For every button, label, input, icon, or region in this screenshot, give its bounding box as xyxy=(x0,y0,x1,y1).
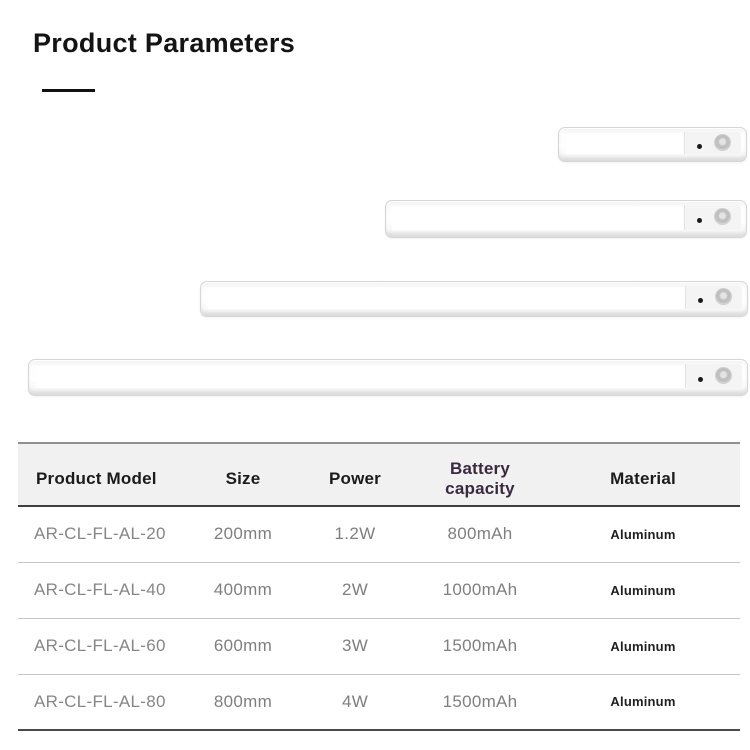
cell-product-model: AR-CL-FL-AL-20 xyxy=(34,524,166,544)
motion-sensor-icon xyxy=(714,134,731,151)
header-battery-capacity: Battery capacity xyxy=(445,458,515,498)
table-row xyxy=(18,506,740,562)
cell-battery: 1000mAh xyxy=(442,580,518,599)
cell-battery: 1500mAh xyxy=(442,691,518,711)
light-bar-800mm xyxy=(28,359,748,396)
cell-power: 3W xyxy=(341,636,369,655)
header-size: Size xyxy=(225,468,261,488)
cell-power: 1.2W xyxy=(334,524,376,544)
light-diffuser xyxy=(35,364,685,388)
sensor-panel xyxy=(685,132,741,154)
cell-product-model: AR-CL-FL-AL-40 xyxy=(34,580,166,599)
motion-sensor-icon xyxy=(715,288,732,305)
title-underline xyxy=(42,89,95,92)
cell-battery: 800mAh xyxy=(447,524,513,544)
cell-battery: 1500mAh xyxy=(442,636,518,655)
motion-sensor-icon xyxy=(715,367,732,384)
cell-product-model: AR-CL-FL-AL-80 xyxy=(34,691,166,711)
cell-power: 2W xyxy=(341,580,369,599)
light-diffuser xyxy=(565,132,684,154)
cell-material: Aluminum xyxy=(610,526,676,542)
table-row xyxy=(18,674,740,730)
indicator-led-icon xyxy=(698,298,703,303)
light-diffuser xyxy=(392,205,684,230)
light-bar-400mm xyxy=(385,200,747,238)
cell-size: 600mm xyxy=(213,636,273,655)
sensor-panel xyxy=(685,205,741,230)
cell-size: 400mm xyxy=(213,580,273,599)
indicator-led-icon xyxy=(697,144,702,149)
cell-size: 800mm xyxy=(213,691,273,711)
sensor-panel xyxy=(686,364,742,388)
spec-table-container xyxy=(18,442,740,731)
cell-power: 4W xyxy=(341,691,369,711)
cell-material: Aluminum xyxy=(610,582,676,598)
indicator-led-icon xyxy=(697,218,702,223)
light-diffuser xyxy=(207,286,685,309)
cell-material: Aluminum xyxy=(610,694,676,710)
header-product-model: Product Model xyxy=(36,468,157,488)
indicator-led-icon xyxy=(698,377,703,382)
table-header-row xyxy=(18,443,740,506)
header-material: Material xyxy=(610,468,676,488)
header-power: Power xyxy=(328,468,382,488)
sensor-panel xyxy=(686,286,742,309)
light-bar-600mm xyxy=(200,281,748,317)
cell-size: 200mm xyxy=(213,524,273,544)
motion-sensor-icon xyxy=(714,208,731,225)
parameters-table xyxy=(18,442,740,731)
table-row xyxy=(18,562,740,618)
cell-product-model: AR-CL-FL-AL-60 xyxy=(34,636,166,655)
table-row xyxy=(18,618,740,674)
light-bar-200mm xyxy=(558,127,747,162)
cell-material: Aluminum xyxy=(610,638,676,654)
page-title: Product Parameters xyxy=(33,28,296,58)
